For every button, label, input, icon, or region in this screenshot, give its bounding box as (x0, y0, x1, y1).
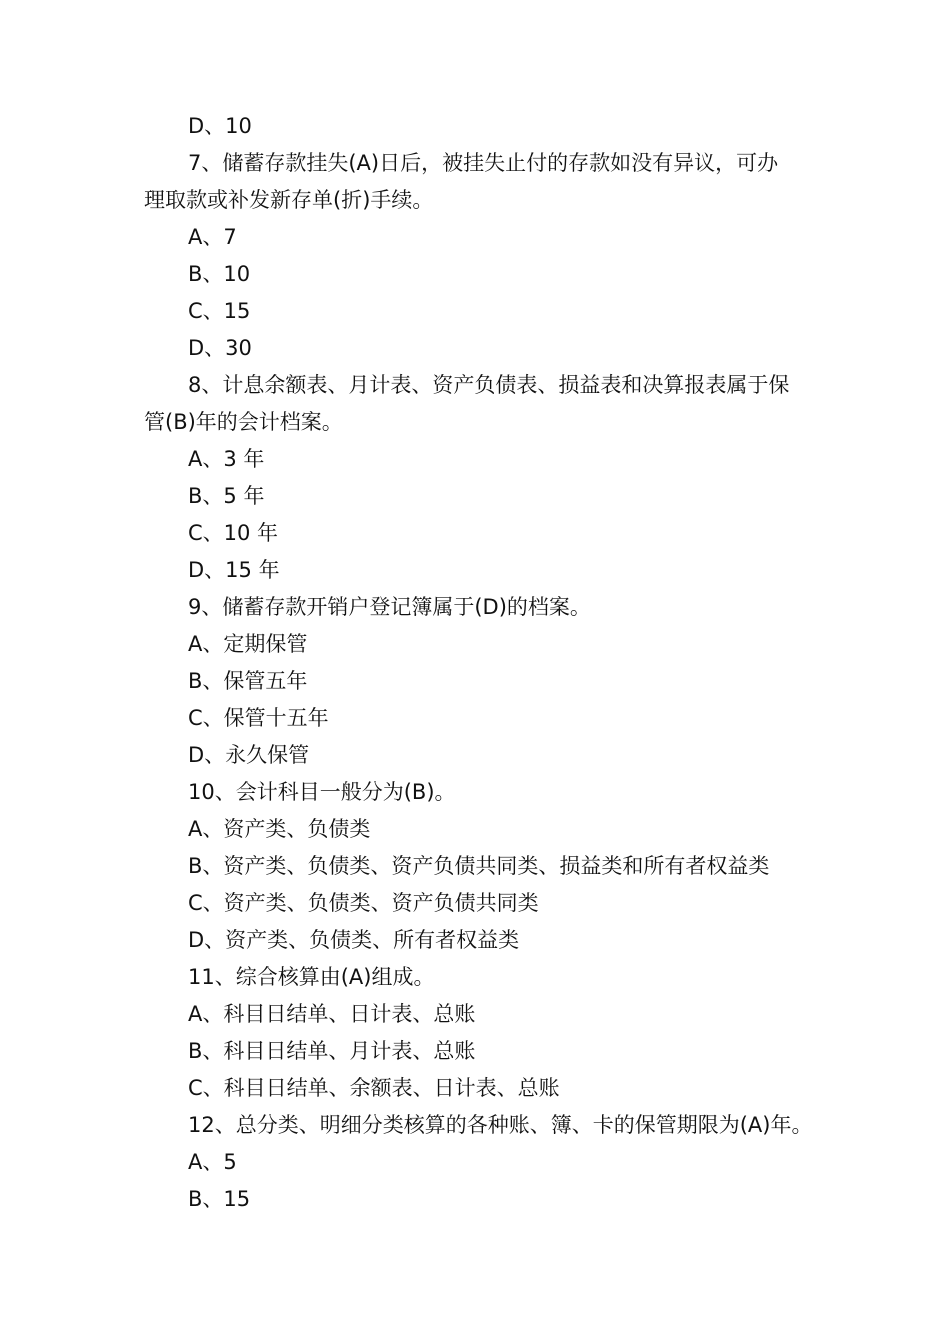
option-line: B、10 (188, 262, 251, 286)
option-line: C、资产类、负债类、资产负债共同类 (188, 891, 539, 915)
option-line: C、保管十五年 (188, 706, 329, 730)
option-line: A、资产类、负债类 (188, 817, 371, 841)
option-line: B、科目日结单、月计表、总账 (188, 1039, 476, 1063)
question-line: 8、计息余额表、月计表、资产负债表、损益表和决算报表属于保 (188, 373, 790, 397)
option-line: D、30 (188, 336, 252, 360)
option-line: C、10 年 (188, 521, 279, 545)
question-line: 12、总分类、明细分类核算的各种账、簿、卡的保管期限为(A)年。 (188, 1113, 813, 1137)
option-line: B、保管五年 (188, 669, 308, 693)
option-line: A、3 年 (188, 447, 265, 471)
option-line: B、5 年 (188, 484, 265, 508)
option-line: A、5 (188, 1150, 237, 1174)
option-line: D、资产类、负债类、所有者权益类 (188, 928, 520, 952)
question-line: 9、储蓄存款开销户登记簿属于(D)的档案。 (188, 595, 591, 619)
option-line: A、7 (188, 225, 237, 249)
option-line: A、定期保管 (188, 632, 308, 656)
question-continuation: 管(B)年的会计档案。 (144, 410, 343, 434)
option-line: D、10 (188, 114, 252, 138)
question-continuation: 理取款或补发新存单(折)手续。 (144, 188, 434, 212)
question-line: 7、储蓄存款挂失(A)日后，被挂失止付的存款如没有异议，可办 (188, 151, 779, 175)
document-body (144, 108, 816, 1218)
option-line: C、科目日结单、余额表、日计表、总账 (188, 1076, 560, 1100)
option-line: C、15 (188, 299, 251, 323)
option-line: D、永久保管 (188, 743, 310, 767)
option-line: B、15 (188, 1187, 251, 1211)
question-line: 10、会计科目一般分为(B)。 (188, 780, 456, 804)
option-line: B、资产类、负债类、资产负债共同类、损益类和所有者权益类 (188, 854, 770, 878)
option-line: D、15 年 (188, 558, 280, 582)
option-line: A、科目日结单、日计表、总账 (188, 1002, 476, 1026)
question-line: 11、综合核算由(A)组成。 (188, 965, 435, 989)
